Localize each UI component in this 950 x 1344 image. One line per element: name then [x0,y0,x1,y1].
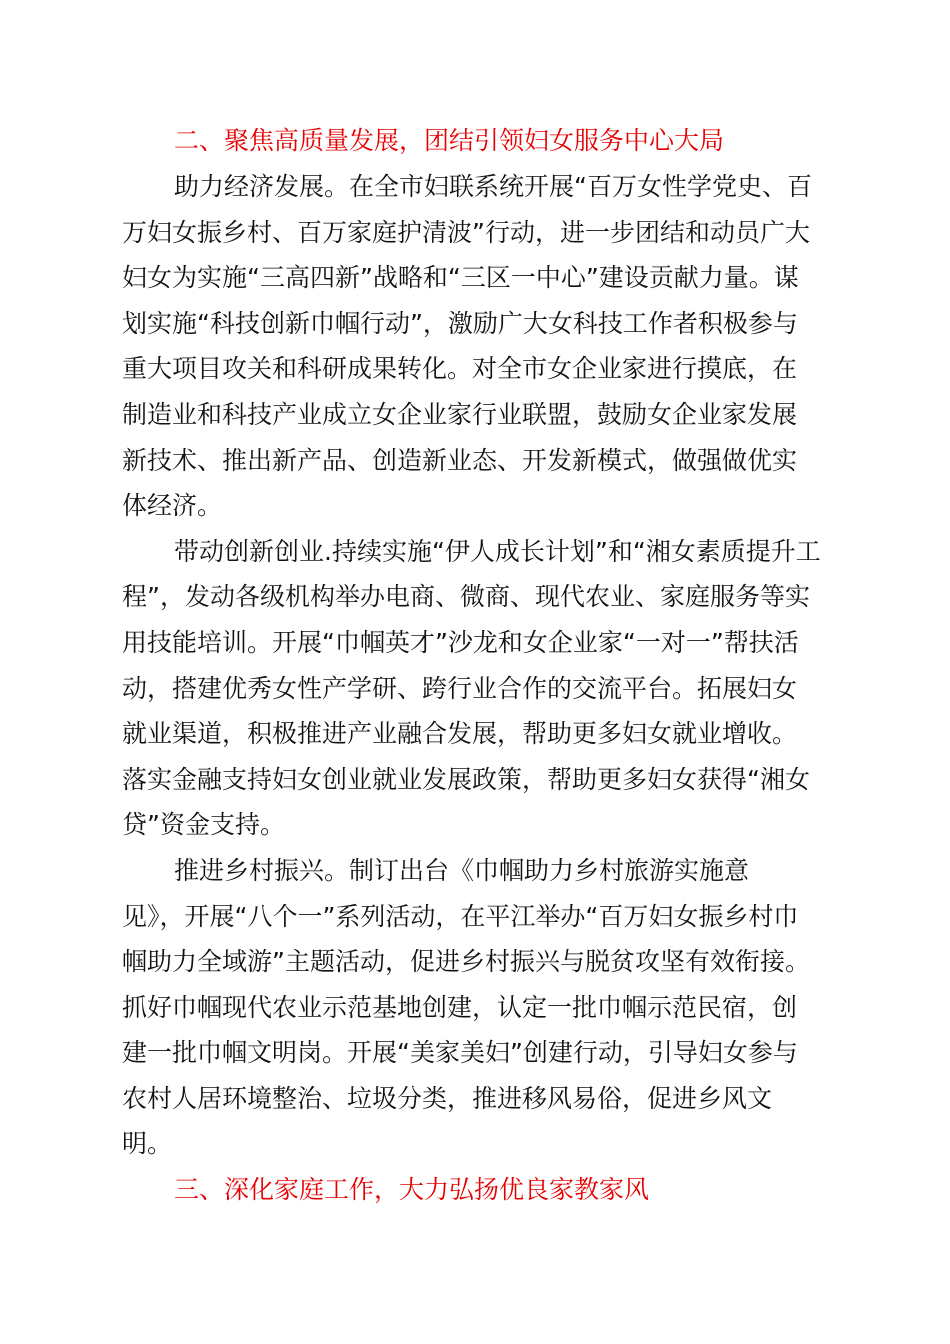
text-line: 农村人居环境整治、垃圾分类，推进移风易俗，促进乡风文 [122,1083,773,1113]
text-line: 程”，发动各级机构举办电商、微商、现代农业、家庭服务等实 [122,582,810,612]
document-content [122,118,838,1213]
text-line: 落实金融支持妇女创业就业发展政策，帮助更多妇女获得“湘女 [122,764,810,794]
text-line: 新技术、推出新产品、创造新业态、开发新模式，做强做优实 [122,445,798,475]
text-line: 帼助力全域游”主题活动，促进乡村振兴与脱贫攻坚有效衔接。 [122,947,810,977]
paragraph-innovation-entrepreneurship [122,529,838,848]
text-line: 用技能培训。开展“巾帼英才”沙龙和女企业家“一对一”帮扶活 [122,627,799,657]
section-heading-3: 三、深化家庭工作，大力弘扬优良家教家风 [174,1175,650,1205]
text-line: 妇女为实施“三高四新”战略和“三区一中心”建设贡献力量。谋 [122,263,799,293]
paragraph-rural-revitalization [122,848,838,1167]
text-line: 就业渠道，积极推进产业融合发展，帮助更多妇女就业增收。 [122,719,798,749]
text-line: 体经济。 [122,491,223,521]
paragraph-economic-development [122,164,838,529]
text-line: 万妇女振乡村、百万家庭护清波”行动，进一步团结和动员广大 [122,217,810,247]
text-line: 动，搭建优秀女性产学研、跨行业合作的交流平台。拓展妇女 [122,673,798,703]
text-line: 制造业和科技产业成立女企业家行业联盟，鼓励女企业家发展 [122,399,798,429]
text-line: 贷”资金支持。 [122,810,285,840]
section-heading-2: 二、聚焦高质量发展，团结引领妇女服务中心大局 [174,126,725,155]
text-line: 建一批巾帼文明岗。开展“美家美妇”创建行动，引导妇女参与 [122,1038,798,1068]
text-line: 见》，开展“八个一”系列活动，在平江举办“百万妇女振乡村巾 [122,901,799,931]
text-line: 抓好巾帼现代农业示范基地创建，认定一批巾帼示范民宿，创 [122,992,798,1022]
text-line: 明。 [122,1129,173,1159]
text-line: 带动创新创业.持续实施“伊人成长计划”和“湘女素质提升工 [174,536,821,566]
text-line: 助力经济发展。在全市妇联系统开展“百万女性学党史、百 [174,172,812,201]
text-line: 划实施“科技创新巾帼行动”，激励广大女科技工作者积极参与 [122,308,798,338]
text-line: 重大项目攻关和科研成果转化。对全市女企业家进行摸底，在 [122,354,798,384]
text-line: 推进乡村振兴。制订出台《巾帼助力乡村旅游实施意 [174,855,750,885]
